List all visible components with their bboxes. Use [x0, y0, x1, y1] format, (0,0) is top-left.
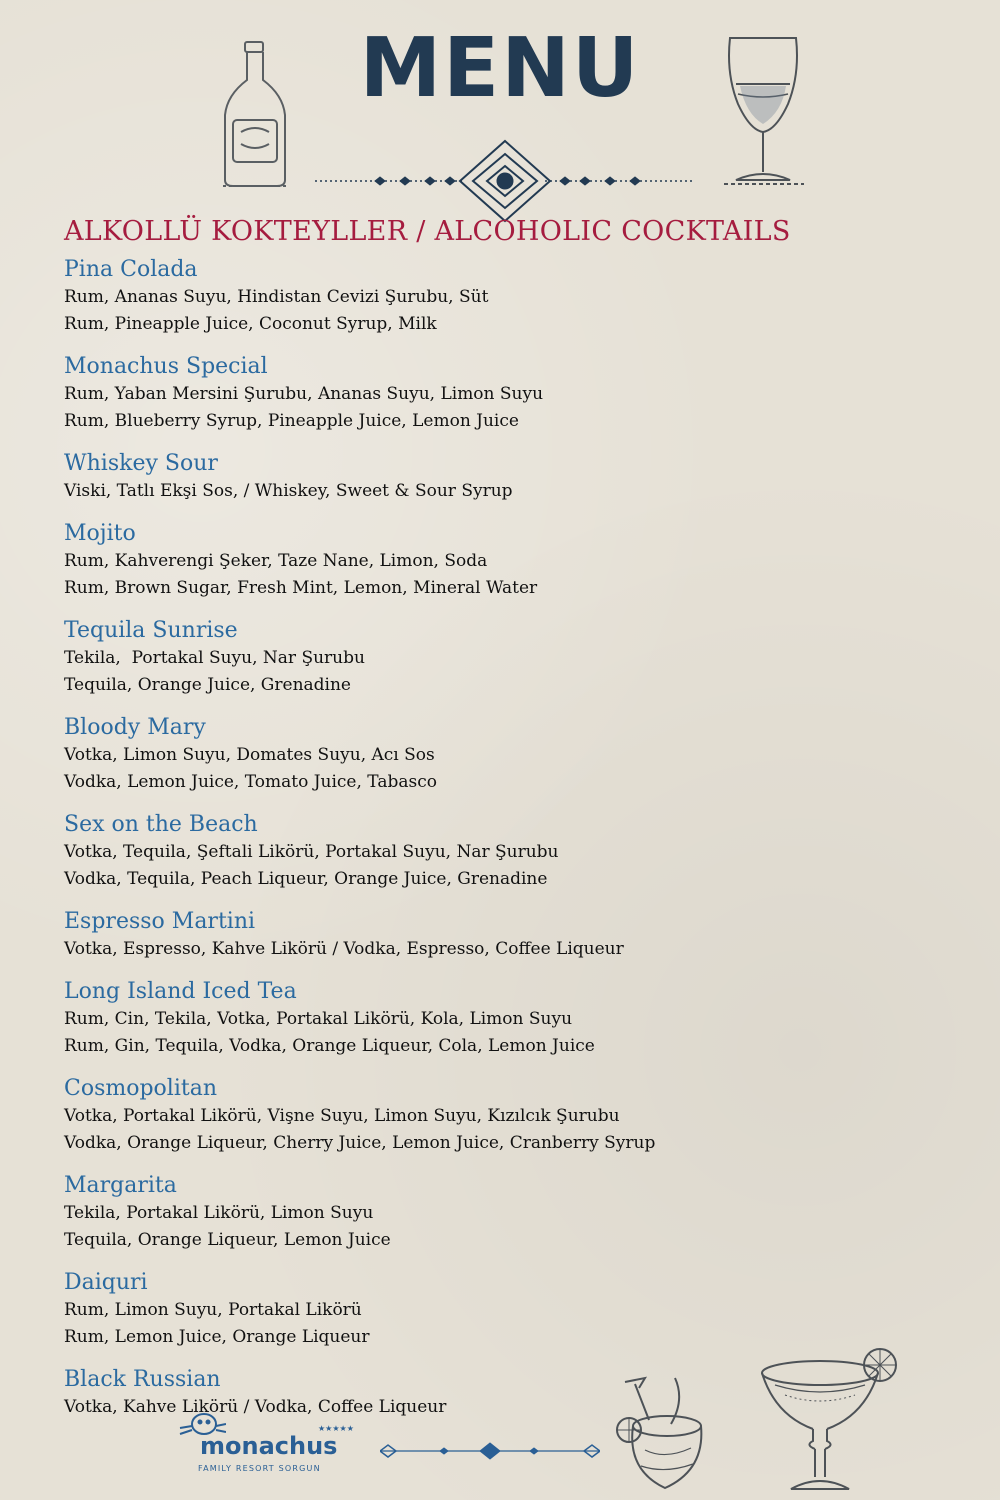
- item-desc: Rum, Ananas Suyu, Hindistan Cevizi Şurubu, Süt: [64, 287, 489, 307]
- item-desc: Rum, Brown Sugar, Fresh Mint, Lemon, Mineral Water: [64, 578, 538, 598]
- menu-title: MENU: [359, 21, 641, 116]
- item-desc: Vodka, Tequila, Peach Liqueur, Orange Juice, Grenadine: [64, 869, 548, 889]
- item-desc: Vodka, Orange Liqueur, Cherry Juice, Lemon Juice, Cranberry Syrup: [64, 1133, 656, 1153]
- item-desc: Vodka, Lemon Juice, Tomato Juice, Tabasco: [64, 772, 437, 792]
- cocktail-list: [64, 256, 944, 1436]
- list-item: [64, 617, 944, 699]
- item-desc: Rum, Cin, Tekila, Votka, Portakal Likörü, Kola, Limon Suyu: [64, 1009, 573, 1029]
- item-name: Margarita: [64, 1173, 177, 1198]
- item-desc: Rum, Lemon Juice, Orange Liqueur: [64, 1327, 370, 1347]
- list-item: [64, 714, 944, 796]
- list-item: [64, 1075, 944, 1157]
- item-name: Whiskey Sour: [64, 451, 218, 476]
- item-desc: Rum, Pineapple Juice, Coconut Syrup, Milk: [64, 314, 437, 334]
- item-desc: Votka, Portakal Likörü, Vişne Suyu, Limon Suyu, Kızılcık Şurubu: [64, 1106, 620, 1126]
- item-name: Mojito: [64, 521, 136, 546]
- coconut-cocktail-icon: [605, 1370, 725, 1495]
- list-item: [64, 353, 944, 435]
- bottle-sketch-icon: [215, 40, 295, 190]
- item-desc: Rum, Kahverengi Şeker, Taze Nane, Limon, Soda: [64, 551, 488, 571]
- item-desc: Votka, Limon Suyu, Domates Suyu, Acı Sos: [64, 745, 435, 765]
- item-name: Sex on the Beach: [64, 812, 258, 837]
- item-name: Tequila Sunrise: [64, 618, 238, 643]
- margarita-glass-icon: [755, 1345, 905, 1495]
- item-name: Black Russian: [64, 1367, 221, 1392]
- item-desc: Tekila, Portakal Suyu, Nar Şurubu: [64, 648, 365, 668]
- item-name: Long Island Iced Tea: [64, 979, 297, 1004]
- item-name: Monachus Special: [64, 354, 268, 379]
- item-desc: Rum, Gin, Tequila, Vodka, Orange Liqueur, Cola, Lemon Juice: [64, 1036, 595, 1056]
- item-desc: Rum, Yaban Mersini Şurubu, Ananas Suyu, Limon Suyu: [64, 384, 544, 404]
- list-item: [64, 450, 944, 505]
- item-name: Pina Colada: [64, 257, 198, 282]
- item-desc: Votka, Kahve Likörü / Vodka, Coffee Liqueur: [64, 1397, 447, 1417]
- list-item: [64, 978, 944, 1060]
- item-desc: Tequila, Orange Juice, Grenadine: [64, 675, 351, 695]
- list-item: [64, 256, 944, 338]
- brand-stars: ★★★★★: [318, 1424, 354, 1433]
- item-desc: Tekila, Portakal Likörü, Limon Suyu: [64, 1203, 374, 1223]
- brand-logo: [178, 1408, 378, 1478]
- item-desc: Rum, Blueberry Syrup, Pineapple Juice, Lemon Juice: [64, 411, 519, 431]
- list-item: [64, 908, 944, 963]
- item-name: Cosmopolitan: [64, 1076, 218, 1101]
- item-desc: Tequila, Orange Liqueur, Lemon Juice: [64, 1230, 391, 1250]
- list-item: [64, 520, 944, 602]
- item-desc: Votka, Tequila, Şeftali Likörü, Portakal Suyu, Nar Şurubu: [64, 842, 559, 862]
- item-name: Bloody Mary: [64, 715, 206, 740]
- item-name: Espresso Martini: [64, 909, 256, 934]
- item-name: Daiquri: [64, 1270, 148, 1295]
- list-item: [64, 1172, 944, 1254]
- section-title: ALKOLLÜ KOKTEYLLER / ALCOHOLIC COCKTAILS: [64, 216, 791, 247]
- list-item: [64, 1269, 944, 1351]
- brand-tagline: FAMILY RESORT SORGUN: [198, 1464, 321, 1473]
- item-desc: Rum, Limon Suyu, Portakal Likörü: [64, 1300, 362, 1320]
- item-desc: Votka, Espresso, Kahve Likörü / Vodka, Espresso, Coffee Liqueur: [64, 939, 624, 959]
- wine-glass-sketch-icon: [718, 34, 808, 194]
- list-item: [64, 811, 944, 893]
- bottom-ornament: [380, 1440, 600, 1462]
- item-desc: Viski, Tatlı Ekşi Sos, / Whiskey, Sweet & Sour Syrup: [64, 481, 513, 501]
- brand-name: monachus: [200, 1432, 338, 1460]
